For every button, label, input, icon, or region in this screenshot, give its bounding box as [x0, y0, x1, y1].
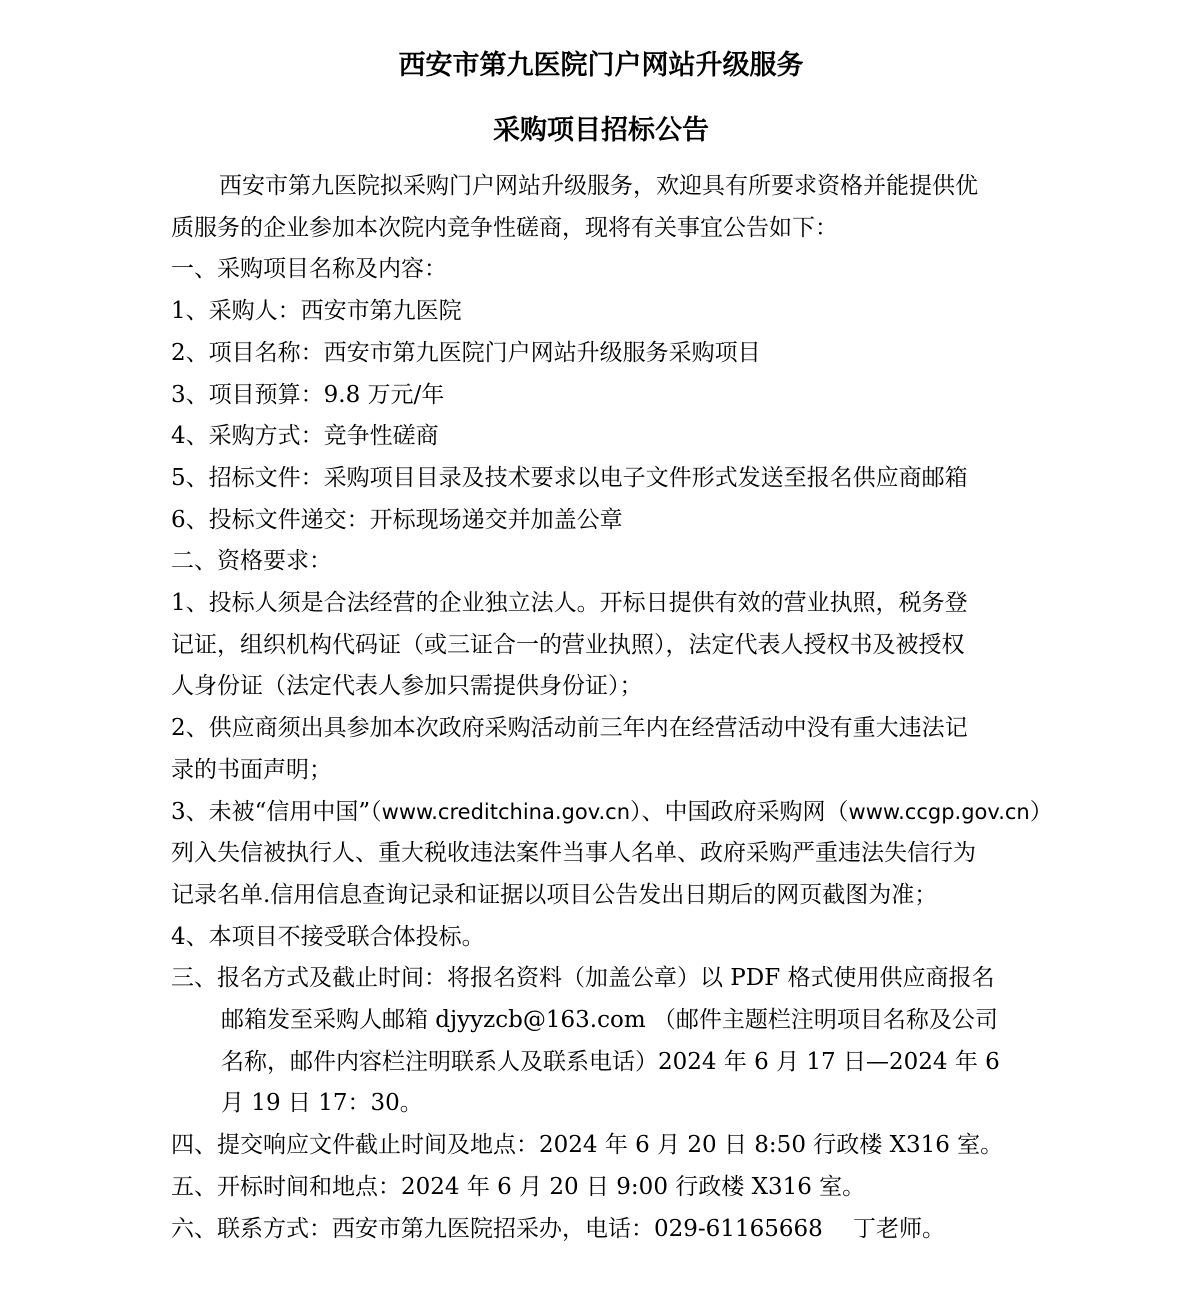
- section1-item-tender-docs: 5、招标文件：采购项目目录及技术要求以电子文件形式发送至报名供应商邮箱: [171, 464, 968, 491]
- req3-mid: ）、中国政府采购网（: [630, 798, 849, 825]
- section1-item-project-name: 2、项目名称：西安市第九医院门户网站升级服务采购项目: [171, 339, 761, 366]
- section3-line-3: 名称，邮件内容栏注明联系人及联系电话）2024 年 6 月 17 日—2024 年 6: [221, 1048, 1000, 1075]
- req3-suffix: ）: [1029, 798, 1053, 825]
- section4-line: 四、提交响应文件截止时间及地点：2024 年 6 月 20 日 8:50 行政楼 X316 室。: [171, 1132, 1004, 1159]
- section1-item-submission: 6、投标文件递交：开标现场递交并加盖公章: [171, 506, 623, 533]
- section3-line-2: 邮箱发至采购人邮箱 djyyzcb@163.com （邮件主题栏注明项目名称及公司: [221, 1007, 998, 1034]
- req4-line: 4、本项目不接受联合体投标。: [171, 923, 485, 950]
- section2-heading: 二、资格要求：: [171, 548, 332, 575]
- req2-line-2: 录的书面声明；: [171, 756, 332, 783]
- section6-line: 六、联系方式：西安市第九医院招采办，电话：029-61165668 丁老师。: [171, 1215, 946, 1242]
- req1-line-2: 记证，组织机构代码证（或三证合一的营业执照），法定代表人授权书及被授权: [171, 631, 965, 658]
- section5-line: 五、开标时间和地点：2024 年 6 月 20 日 9:00 行政楼 X316 室。: [171, 1173, 866, 1200]
- section1-item-purchaser: 1、采购人：西安市第九医院: [171, 298, 462, 325]
- req2-line-1: 2、供应商须出具参加本次政府采购活动前三年内在经营活动中没有重大违法记: [171, 715, 968, 742]
- title-line-1: 西安市第九医院门户网站升级服务: [398, 50, 804, 81]
- announcement-body: [171, 166, 1053, 1250]
- intro-line-2: 质服务的企业参加本次院内竞争性磋商，现将有关事宜公告如下：: [171, 214, 838, 241]
- section3-line-1: 三、报名方式及截止时间：将报名资料（加盖公章）以 PDF 格式使用供应商报名: [171, 965, 995, 992]
- req3-line-3: 记录名单.信用信息查询记录和证据以项目公告发出日期后的网页截图为准；: [171, 881, 938, 908]
- req1-line-1: 1、投标人须是合法经营的企业独立法人。开标日提供有效的营业执照，税务登: [171, 590, 968, 617]
- req3-line-1: [171, 792, 1053, 834]
- req1-line-3: 人身份证（法定代表人参加只需提供身份证）；: [171, 673, 643, 700]
- creditchina-url: www.creditchina.gov.cn: [381, 799, 631, 824]
- req3-line-2: 列入失信被执行人、重大税收违法案件当事人名单、政府采购严重违法失信行为: [171, 840, 976, 867]
- section1-item-method: 4、采购方式：竞争性磋商: [171, 423, 439, 450]
- section3-line-4: 月 19 日 17：30。: [221, 1090, 423, 1117]
- req3-prefix: 3、未被“信用中国”（: [171, 798, 382, 825]
- title-line-2: 采购项目招标公告: [493, 115, 709, 146]
- section1-heading: 一、采购项目名称及内容：: [171, 256, 447, 283]
- section1-item-budget: 3、项目预算：9.8 万元/年: [171, 381, 445, 408]
- ccgp-url: www.ccgp.gov.cn: [848, 799, 1030, 824]
- intro-line-1: 西安市第九医院拟采购门户网站升级服务，欢迎具有所要求资格并能提供优: [219, 173, 978, 199]
